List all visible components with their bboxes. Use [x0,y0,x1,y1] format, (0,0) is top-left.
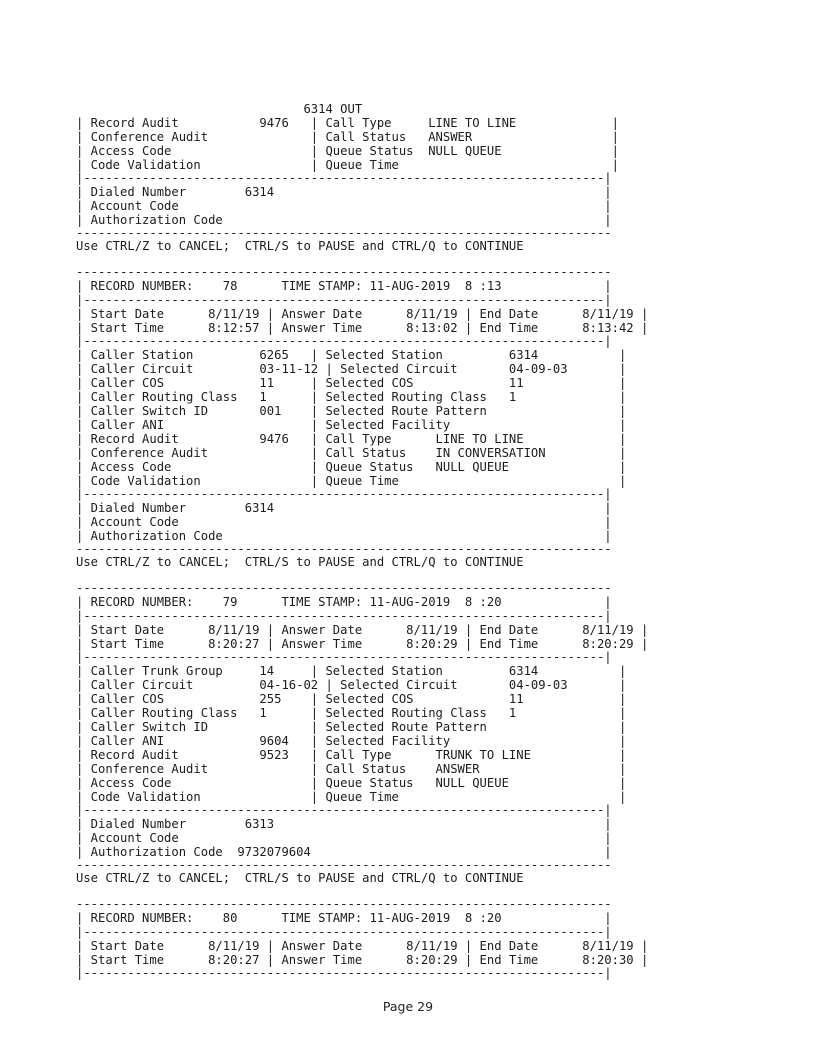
printout-line: | Access Code | Queue Status NULL QUEUE | [76,460,627,474]
printout-line: |-----------------------------------------------------------------------| [76,650,612,664]
printout-line: |-----------------------------------------------------------------------| [76,334,612,348]
printout-line: | Start Time 8:12:57 | Answer Time 8:13:02 | End Time 8:13:42 | [76,321,649,335]
printout-line: |-----------------------------------------------------------------------| [76,293,612,307]
printout-line: ------------------------------------------------------------------------- [76,581,612,595]
printout-line: | Code Validation | Queue Time | [76,158,619,172]
printout-line: | Caller COS 255 | Selected COS 11 | [76,692,627,706]
printout-line: | Code Validation | Queue Time | [76,790,627,804]
printout-line: ------------------------------------------------------------------------- [76,542,612,556]
printout-line: | Access Code | Queue Status NULL QUEUE | [76,144,619,158]
printout-line: | Account Code | [76,515,612,529]
printout-line: |-----------------------------------------------------------------------| [76,803,612,817]
printout-line: ------------------------------------------------------------------------- [76,265,612,279]
printout-line: | Account Code | [76,199,612,213]
printout-line: | Record Audit 9476 | Call Type LINE TO LINE | [76,116,619,130]
printout-line: | Conference Audit | Call Status IN CONVERSATION | [76,446,627,460]
printout-line: | Caller Routing Class 1 | Selected Routing Class 1 | [76,706,627,720]
printout-line: | Start Time 8:20:27 | Answer Time 8:20:29 | End Time 8:20:29 | [76,637,649,651]
printout-line: | Start Date 8/11/19 | Answer Date 8/11/19 | End Date 8/11/19 | [76,939,649,953]
printout-line: | RECORD NUMBER: 79 TIME STAMP: 11-AUG-2019 8 :20 | [76,595,612,609]
printout-line: | Conference Audit | Call Status ANSWER | [76,130,619,144]
printout-line: | Dialed Number 6314 | [76,185,612,199]
printout-line: | Caller ANI | Selected Facility | [76,418,627,432]
printout-line: | Record Audit 9523 | Call Type TRUNK TO LINE | [76,748,627,762]
printout-line: | Authorization Code | [76,529,612,543]
printout-line: | Start Time 8:20:27 | Answer Time 8:20:29 | End Time 8:20:30 | [76,953,649,967]
printout-line: | Account Code | [76,831,612,845]
page-number: Page 29 [382,999,434,1014]
printout-line: | Dialed Number 6314 | [76,501,612,515]
printout-line: | Caller Circuit 03-11-12 | Selected Circuit 04-09-03 | [76,362,627,376]
printout-line: 6314 OUT [76,102,363,116]
printout-line: | Caller COS 11 | Selected COS 11 | [76,376,627,390]
printout-line: | Caller Circuit 04-16-02 | Selected Circuit 04-09-03 | [76,678,627,692]
printout-line: | Caller Trunk Group 14 | Selected Station 6314 | [76,664,627,678]
printout-line: | Code Validation | Queue Time | [76,474,627,488]
printout-line: | Caller Station 6265 | Selected Station 6314 | [76,348,627,362]
printout-line: | Caller ANI 9604 | Selected Facility | [76,734,627,748]
printout-line: |-----------------------------------------------------------------------| [76,966,612,980]
printout-line: ------------------------------------------------------------------------- [76,858,612,872]
printout-line: | Caller Switch ID | Selected Route Pattern | [76,720,627,734]
printout-line: | Authorization Code 9732079604 | [76,845,612,859]
printout-line: | RECORD NUMBER: 78 TIME STAMP: 11-AUG-2019 8 :13 | [76,279,612,293]
printout-line: |-----------------------------------------------------------------------| [76,171,612,185]
printout-line: |-----------------------------------------------------------------------| [76,609,612,623]
printout-line: | Dialed Number 6313 | [76,817,612,831]
printout-line: | Authorization Code | [76,213,612,227]
printout-line: ------------------------------------------------------------------------- [76,226,612,240]
printout-line: Use CTRL/Z to CANCEL; CTRL/S to PAUSE and CTRL/Q to CONTINUE [76,239,524,253]
printout-line: ------------------------------------------------------------------------- [76,897,612,911]
printout-line: | Caller Routing Class 1 | Selected Routing Class 1 | [76,390,627,404]
printout-line: |-----------------------------------------------------------------------| [76,925,612,939]
printout-line: | Start Date 8/11/19 | Answer Date 8/11/19 | End Date 8/11/19 | [76,307,649,321]
printout-line: | Start Date 8/11/19 | Answer Date 8/11/19 | End Date 8/11/19 | [76,623,649,637]
printout-line: | Access Code | Queue Status NULL QUEUE | [76,776,627,790]
printout-line: Use CTRL/Z to CANCEL; CTRL/S to PAUSE and CTRL/Q to CONTINUE [76,871,524,885]
printout-line: | Record Audit 9476 | Call Type LINE TO LINE | [76,432,627,446]
printout-line: | RECORD NUMBER: 80 TIME STAMP: 11-AUG-2019 8 :20 | [76,911,612,925]
printout-line: | Conference Audit | Call Status ANSWER | [76,762,627,776]
printout-line: Use CTRL/Z to CANCEL; CTRL/S to PAUSE and CTRL/Q to CONTINUE [76,555,524,569]
printout-line: |-----------------------------------------------------------------------| [76,487,612,501]
printout-line: | Caller Switch ID 001 | Selected Route Pattern | [76,404,627,418]
